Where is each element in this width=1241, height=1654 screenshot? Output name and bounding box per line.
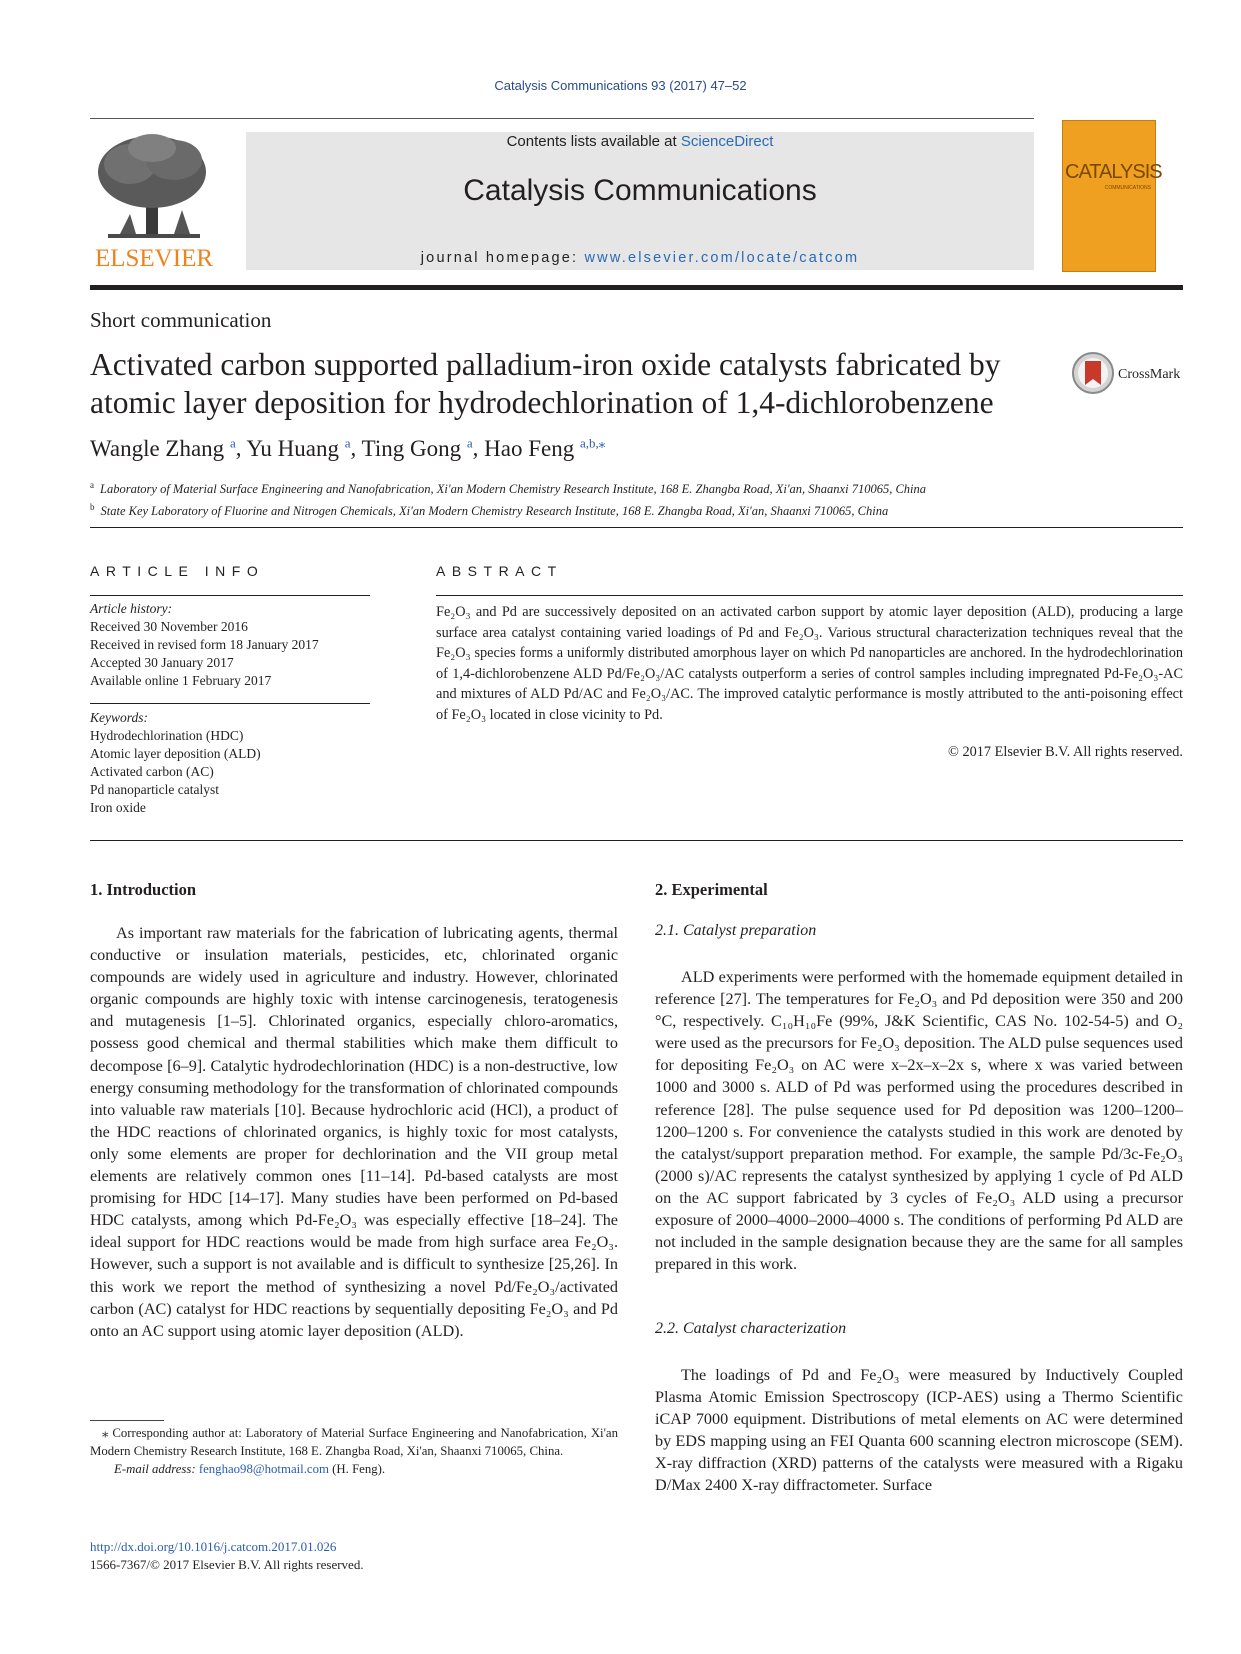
header-rule: [90, 118, 1034, 119]
email-link[interactable]: fenghao98@hotmail.com: [198, 1462, 329, 1476]
divider: [90, 595, 370, 596]
crossmark-label: CrossMark: [1118, 367, 1181, 382]
author[interactable]: Yu Huang $^a$: [246, 435, 351, 461]
author[interactable]: Hao Feng $^{a,b,⁎}$: [484, 435, 606, 461]
cover-subtitle: COMMUNICATIONS: [1104, 185, 1151, 191]
keyword: Atomic layer deposition (ALD): [90, 746, 261, 761]
email-line: [90, 1460, 618, 1478]
divider: [90, 527, 1183, 528]
affiliations: [90, 476, 1170, 520]
header-thick-rule: [90, 285, 1183, 290]
contents-line: [246, 133, 1034, 150]
history-revised: Received in revised form 18 January 2017: [90, 637, 319, 652]
keyword: Activated carbon (AC): [90, 764, 214, 779]
contents-prefix: Contents lists available at: [506, 133, 681, 150]
author[interactable]: Ting Gong $^a$: [361, 435, 473, 461]
divider: [90, 703, 370, 704]
divider: [90, 840, 1183, 841]
journal-name: Catalysis Communications: [463, 174, 817, 207]
email-suffix: (H. Feng).: [328, 1462, 386, 1476]
affiliation-b: $^b$ State Key Laboratory of Fluorine and Nitrogen Chemicals, Xi'an Modern Chemistry Research Institute, 168 E. Zhangba Road, Xi'an, Shaanxi 710065, China: [90, 502, 889, 519]
keywords-label: Keywords:: [90, 710, 148, 725]
intro-body: [90, 922, 618, 1342]
prep-body: [655, 966, 1183, 1275]
history-received: Received 30 November 2016: [90, 619, 248, 634]
prep-heading: 2.1. Catalyst preparation: [655, 922, 817, 939]
keyword: Pd nanoparticle catalyst: [90, 782, 219, 797]
publisher-name: ELSEVIER: [94, 245, 214, 272]
intro-heading: 1. Introduction: [90, 880, 197, 899]
abstract-copyright: © 2017 Elsevier B.V. All rights reserved.: [948, 744, 1183, 760]
doi-link[interactable]: http://dx.doi.org/10.1016/j.catcom.2017.01.026: [90, 1539, 337, 1554]
characterization-paragraph: The loadings of Pd and Fe₂O₃ were measured by Inductively Coupled Plasma Atomic Emission Spectroscopy (ICP-AES) using a Thermo Scientific iCAP 7000 equipment. Distributions of metal elements on AC were determined by EDS mapping using an FEI Quanta 600 scanning electron microscope (SEM). X-ray diffraction (XRD) patterns of the catalysts were measured with a Rigaku D/Max 2400 X-ray diffractometer. Surface: [655, 1366, 1183, 1495]
keyword: Hydrodechlorination (HDC): [90, 728, 244, 743]
homepage-link[interactable]: www.elsevier.com/locate/catcom: [584, 250, 860, 266]
history-online: Available online 1 February 2017: [90, 673, 272, 688]
article-identifiers: [90, 1538, 364, 1574]
article-type: Short communication: [90, 308, 272, 332]
keywords: [90, 709, 370, 817]
running-head[interactable]: Catalysis Communications 93 (2017) 47–52: [494, 78, 747, 93]
history-label: Article history:: [90, 601, 173, 616]
crossmark-badge[interactable]: [1071, 351, 1201, 397]
affiliation-a: $^a$ Laboratory of Material Surface Engineering and Nanofabrication, Xi'an Modern Chemistry Research Institute, 168 E. Zhangba Road, Xi'an, Shaanxi 710065, China: [90, 480, 927, 497]
journal-cover[interactable]: [1062, 120, 1162, 272]
cover-title: CATALYSIS: [1065, 161, 1162, 183]
author-list: Wangle Zhang $^a$, Yu Huang $^a$, Ting Gong $^a$, Hao Feng $^{a,b,⁎}$: [90, 435, 606, 461]
abstract-text: Fe₂O₃ and Pd are successively deposited on an activated carbon support by atomic layer deposition (ALD), producing a large surface area catalyst containing varied loadings of Pd and Fe₂O₃. Various structural characterization techniques reveal that the Fe₂O₃ species forms a uniformly distributed amorphous layer on which Pd nanoparticles are anchored. In the hydrodechlorination of 1,4-dichlorobenzene ALD Pd/Fe₂O₃/AC catalysts outperform a series of control samples including impregnated Pd-Fe₂O₃-AC and mixtures of ALD Pd/AC and Fe₂O₃/AC. The improved catalytic performance is mostly attributed to the anti-poisoning effect of Fe₂O₃ located in close vicinity to Pd.: [436, 604, 1183, 723]
footnote-rule: [90, 1420, 164, 1421]
divider: [436, 595, 1183, 596]
homepage-prefix: journal homepage:: [420, 250, 585, 266]
issn-line: 1566-7367/© 2017 Elsevier B.V. All rights reserved.: [90, 1557, 364, 1572]
history-accepted: Accepted 30 January 2017: [90, 655, 234, 670]
footnote: [90, 1424, 618, 1478]
sciencedirect-link[interactable]: ScienceDirect: [680, 133, 774, 150]
characterization-body: [655, 1364, 1183, 1497]
prep-paragraph: ALD experiments were performed with the homemade equipment detailed in reference [27]. The temperatures for Fe₂O₃ and Pd deposition were 350 and 200 °C, respectively. C₁₀H₁₀Fe (99%, J&K Scientific, CAS No. 102-54-5) and O₂ were used as the precursors for Fe₂O₃ deposition. The ALD pulse sequences used for depositing Fe₂O₃ on AC were x–2x–x–2x s, where x was varied between 1000 and 3000 s. ALD of Pd was performed using the procedures described in reference [28]. The pulse sequence used for Pd deposition was 1200–1200–1200–1200 s. For convenience the catalysts studied in this work are denoted by the catalyst/support preparation method. For example, the sample Pd/3c-Fe₂O₃ (2000 s)/AC represents the catalyst synthesized by applying 1 cycle of Pd ALD on the AC support fabricated by 3 cycles of Fe₂O₃ ALD using a precursor exposure of 2000–4000–2000–4000 s. The conditions of performing Pd ALD are not included in the sample designation because they are the same for all samples prepared in this work.: [655, 968, 1183, 1274]
intro-paragraph: As important raw materials for the fabrication of lubricating agents, thermal conductive or insulation materials, pesticides, etc, chlorinated organic compounds are widely used in agriculture and industry. However, chlorinated organic compounds are highly toxic with intense carcinogenesis, teratogenesis and mutagenesis [1–5]. Chlorinated organics, especially chloro-aromatics, possess good chemical and thermal stabilities which make them difficult to decompose [6–9]. Catalytic hydrodechlorination (HDC) is a non-destructive, low energy consuming methodology for the transformation of chlorinated compounds into valuable raw materials [10]. Because hydrochloric acid (HCl), a product of the HDC reactions of chlorinated organics, is highly toxic for most catalysts, only some elements are proper for dechlorination and the VII group metal elements are relatively common ones [11–14]. Pd-based catalysts are most promising for HDC [14–17]. Many studies have been performed on Pd-based HDC catalysts, among which Pd-Fe₂O₃ was especially effective [18–24]. The ideal support for HDC reactions would be made from high surface area Fe₂O₃. However, such a support is not available and is difficult to synthesize [25,26]. In this work we report the method of synthesizing a novel Pd/Fe₂O₃/activated carbon (AC) catalyst for HDC reactions by sequentially depositing Fe₂O₃ and Pd onto an AC support using atomic layer deposition (ALD).: [90, 924, 618, 1340]
homepage-line: [246, 250, 1034, 266]
keyword: Iron oxide: [90, 800, 146, 815]
crossmark-icon: [1071, 351, 1115, 395]
elsevier-tree-icon: [90, 130, 218, 272]
article-title: Activated carbon supported palladium-iron oxide catalysts fabricated by atomic layer deposition for hydrodechlorination of 1,4-dichlorobenzene: [90, 347, 1001, 420]
abstract-heading: ABSTRACT: [436, 563, 563, 579]
corresponding-note: ⁎ Corresponding author at: Laboratory of Material Surface Engineering and Nanofabrication, Xi'an Modern Chemistry Research Institute, 168 E. Zhangba Road, Xi'an, Shaanxi 710065, China.: [90, 1426, 618, 1458]
email-label: E-mail address:: [114, 1462, 199, 1476]
experimental-heading: 2. Experimental: [655, 880, 768, 899]
characterization-heading: 2.2. Catalyst characterization: [655, 1320, 847, 1337]
article-history: [90, 600, 370, 690]
author[interactable]: Wangle Zhang $^a$: [90, 435, 236, 461]
article-info-heading: ARTICLE INFO: [90, 563, 265, 579]
elsevier-logo[interactable]: [90, 130, 218, 272]
